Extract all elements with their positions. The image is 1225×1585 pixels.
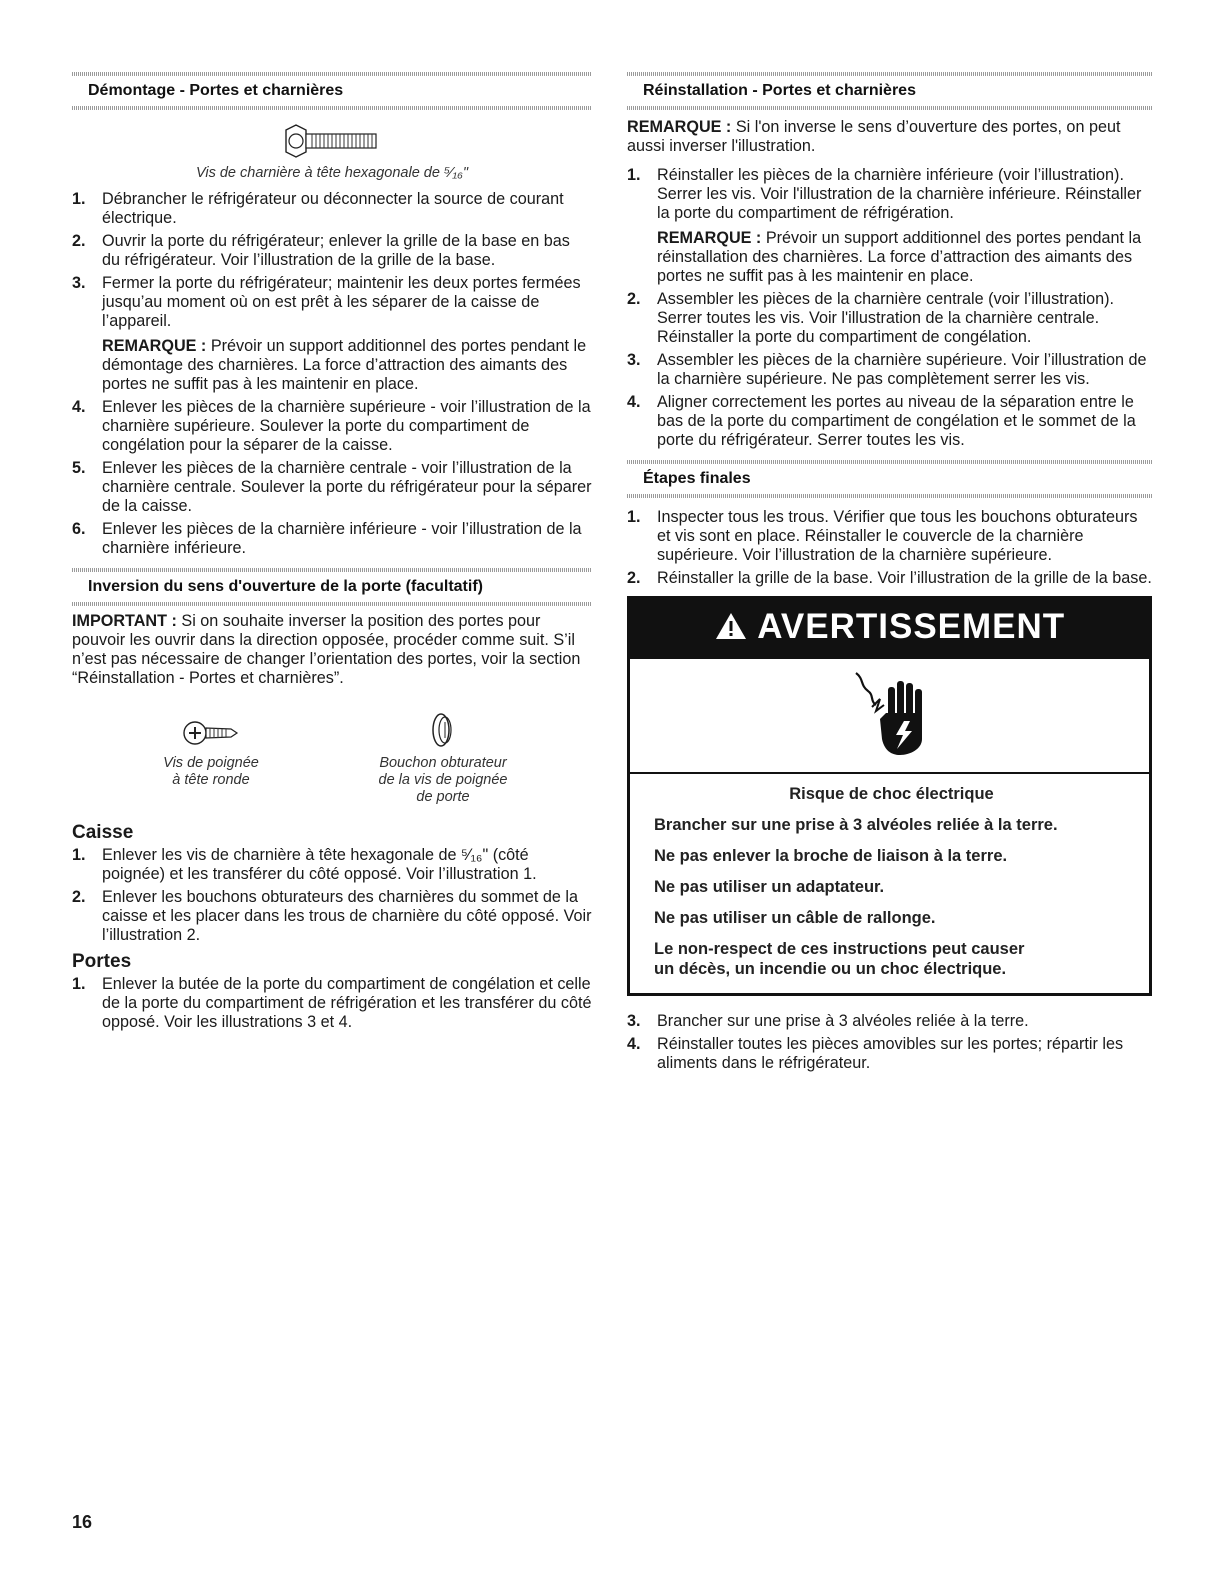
hex-screw-figure	[72, 122, 592, 182]
section-header-inversion	[72, 568, 592, 606]
page-number: 16	[72, 1512, 93, 1532]
list-item: 1. Enlever la butée de la porte du compartiment de congélation et celle de la porte du compartiment de réfrigération et les transférer du côté opposé. Voir les illustrations 3 et 4.	[72, 975, 592, 1031]
list-item: 2. Réinstaller la grille de la base. Voir l’illustration de la grille de la base.	[627, 569, 1152, 587]
plug-caption-2: de la vis de poignée	[378, 772, 508, 788]
list-item: 4. Réinstaller toutes les pièces amovibles sur les portes; répartir les aliments dans le réfrigérateur.	[627, 1035, 1124, 1072]
warning-body	[630, 774, 1149, 993]
note: REMARQUE : Prévoir un support additionnel des portes pendant le démontage des charnières. La force d’attraction des aimants des portes ne suffit pas à les maintenir en place.	[102, 337, 587, 393]
round-screw-figure	[126, 716, 296, 806]
plug-caption-3: de porte	[416, 789, 470, 805]
reinstallation-note: REMARQUE : Si l'on inverse le sens d’ouverture des portes, on peut aussi inverser l'illustration.	[627, 118, 1121, 155]
warning-title: AVERTISSEMENT	[757, 607, 1066, 646]
warning-consequence: Le non-respect de ces instructions peut causer un décès, un incendie ou un choc électrique.	[654, 940, 1025, 978]
hatch-rule	[627, 106, 1152, 110]
plug-cap-icon	[428, 710, 458, 750]
note: REMARQUE : Prévoir un support additionnel des portes pendant la réinstallation des charnières. La force d’attraction des aimants des portes ne suffit pas à les maintenir en place.	[657, 229, 1142, 285]
section-title: Démontage - Portes et charnières	[88, 82, 344, 99]
list-item: 5. Enlever les pièces de la charnière centrale - voir l’illustration de la charnière centrale. Soulever la porte du réfrigérateur pour la séparer de la caisse.	[72, 459, 592, 515]
etapes-steps-continued	[627, 1012, 1152, 1073]
list-item: 1. Enlever les vis de charnière à tête hexagonale de ⁵⁄₁₆" (côté poignée) et les transférer du côté opposé. Voir l’illustration 1.	[72, 846, 537, 883]
list-item: 3. Fermer la porte du réfrigérateur; maintenir les deux portes fermées jusqu’au moment où on est prêt à les séparer de la caisse de l’appareil. REMARQUE : Prévoir un support additionnel des portes pendant le démontage des charnières. La force d’attraction des aimants des portes ne suffit pas à les maintenir en place.	[72, 274, 592, 394]
list-item: 1. Débrancher le réfrigérateur ou déconnecter la source de courant électrique.	[72, 190, 564, 227]
demontage-steps	[72, 190, 592, 558]
subheading-caisse: Caisse	[72, 822, 134, 843]
right-column	[627, 72, 1152, 1077]
section-header-demontage	[72, 72, 592, 110]
left-column	[72, 72, 592, 1036]
list-item: 2. Ouvrir la porte du réfrigérateur; enlever la grille de la base en bas du réfrigérateur. Voir l’illustration de la grille de la base.	[72, 232, 570, 269]
hatch-rule	[627, 494, 1152, 498]
list-item: 4. Enlever les pièces de la charnière supérieure - voir l’illustration de la charnière supérieure. Soulever la porte du compartiment de congélation pour la séparer de la caisse.	[72, 398, 591, 454]
list-item: 1. Inspecter tous les trous. Vérifier que tous les bouchons obturateurs et vis sont en place. Réinstaller le couvercle de la charnière supérieure. Voir l’illustration de la charnière supérieure.	[627, 508, 1138, 564]
section-header-etapes	[627, 460, 1152, 498]
hatch-rule	[72, 106, 592, 110]
warning-line: Ne pas utiliser un adaptateur.	[654, 878, 885, 896]
caisse-steps	[72, 846, 592, 945]
hatch-rule	[72, 602, 592, 606]
warning-line: Ne pas enlever la broche de liaison à la terre.	[654, 847, 1008, 865]
shock-icon-row	[630, 659, 1149, 774]
round-head-screw-icon	[181, 716, 241, 750]
plug-figure	[348, 716, 538, 806]
round-screw-caption-2: à tête ronde	[172, 772, 250, 788]
section-title: Inversion du sens d'ouverture de la porte (facultatif)	[88, 578, 483, 595]
round-screw-caption-1: Vis de poignée	[163, 755, 259, 771]
list-item: 2. Assembler les pièces de la charnière centrale (voir l’illustration). Serrer toutes les vis. Voir l'illustration de la charnière centrale. Réinstaller la porte du compartiment de congélation.	[627, 290, 1115, 346]
list-item: 3. Brancher sur une prise à 3 alvéoles reliée à la terre.	[627, 1012, 1029, 1030]
section-title: Étapes finales	[643, 470, 751, 487]
section-header-reinstallation	[627, 72, 1152, 110]
etapes-steps	[627, 508, 1152, 588]
important-paragraph: IMPORTANT : Si on souhaite inverser la position des portes pour pouvoir les ouvrir dans la direction opposée, procéder comme suit. S’il n’est pas nécessaire de changer l’orientation des portes, voir la section “Réinstallation - Portes et charnières”.	[72, 612, 581, 687]
warning-triangle-icon	[714, 611, 748, 641]
warning-line: Brancher sur une prise à 3 alvéoles reliée à la terre.	[654, 816, 1058, 834]
list-item: 3. Assembler les pièces de la charnière supérieure. Voir l’illustration de la charnière supérieure. Ne pas complètement serrer les vis.	[627, 351, 1147, 388]
portes-steps	[72, 975, 592, 1032]
hex-bolt-icon	[282, 122, 382, 160]
hex-screw-caption: Vis de charnière à tête hexagonale de ⁵⁄₁₆"	[195, 165, 469, 181]
warning-box	[627, 596, 1152, 996]
plug-caption-1: Bouchon obturateur	[379, 755, 507, 771]
list-item: 6. Enlever les pièces de la charnière inférieure - voir l’illustration de la charnière inférieure.	[72, 520, 582, 557]
warning-banner	[630, 599, 1149, 659]
list-item: 2. Enlever les bouchons obturateurs des charnières du sommet de la caisse et les placer dans les trous de charnière du côté opposé. Voir l’illustration 2.	[72, 888, 592, 944]
handle-figures	[72, 716, 592, 806]
list-item: 1. Réinstaller les pièces de la charnière inférieure (voir l’illustration). Serrer les vis. Voir l'illustration de la charnière inférieure. Réinstaller la porte du compartiment de réfrigération. REMARQUE : Prévoir un support additionnel des portes pendant la réinstallation des charnières. La force d’attraction des aimants des portes ne suffit pas à les maintenir en place.	[627, 166, 1152, 286]
warning-line: Ne pas utiliser un câble de rallonge.	[654, 909, 936, 927]
subheading-portes: Portes	[72, 951, 132, 972]
section-title: Réinstallation - Portes et charnières	[643, 82, 916, 99]
electric-shock-hand-icon	[850, 669, 930, 761]
reinstallation-steps	[627, 166, 1152, 450]
list-item: 4. Aligner correctement les portes au niveau de la séparation entre le bas de la porte du compartiment de congélation et le sommet de la porte du réfrigérateur. Serrer toutes les vis.	[627, 393, 1136, 449]
warning-risk: Risque de choc électrique	[789, 785, 994, 803]
